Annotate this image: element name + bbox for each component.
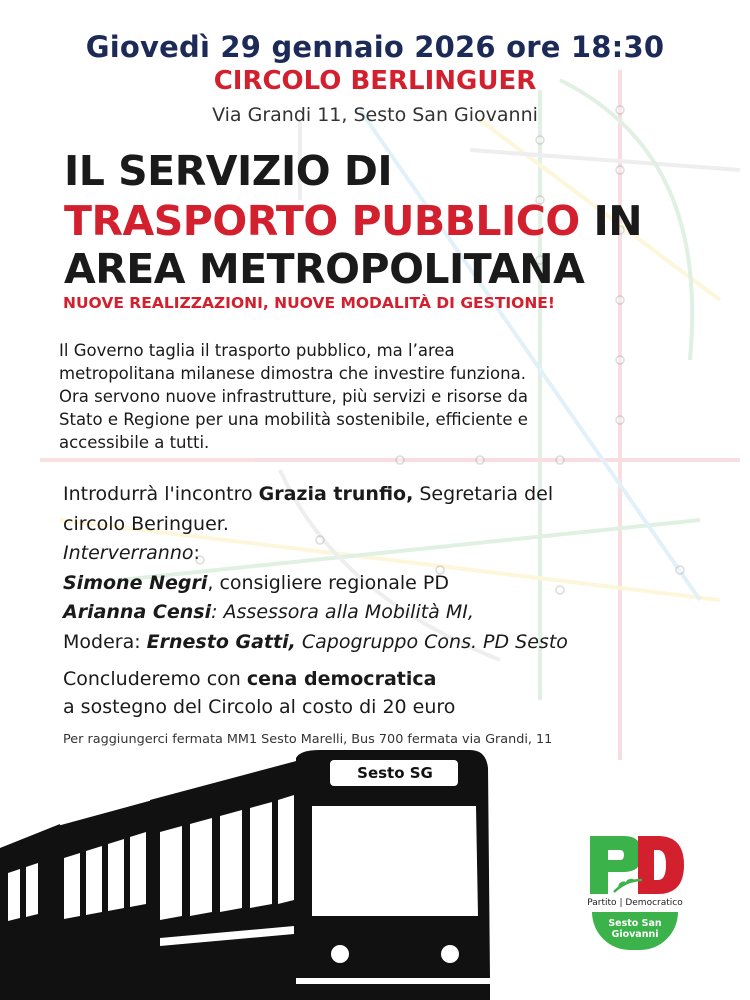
event-date-time: Giovedì 29 gennaio 2026 ore 18:30 xyxy=(85,30,665,64)
moderator xyxy=(63,628,743,658)
dinner-line-1 xyxy=(63,665,455,693)
speaker-2-role: : Assessora alla Mobilità MI, xyxy=(211,601,474,623)
intro-line: metropolitana milanese dimostra che investire funziona. xyxy=(59,364,526,383)
venue-name: CIRCOLO BERLINGUER xyxy=(213,66,537,96)
title-line-2 xyxy=(64,198,642,244)
speakers-label-line xyxy=(63,539,743,569)
logo-word-2: Democratico xyxy=(625,898,683,908)
intro-paragraph xyxy=(59,339,729,454)
directions: Per raggiungerci fermata MM1 Sesto Marelli, Bus 700 fermata via Grandi, 11 xyxy=(63,732,553,747)
pd-logo-wordmark: Partito | Democratico xyxy=(587,898,683,908)
dinner-prefix: Concluderemo con xyxy=(63,668,247,690)
local-badge-line-1: Sesto San xyxy=(608,918,662,929)
title-line-3: AREA METROPOLITANA xyxy=(64,245,585,293)
subtitle: NUOVE REALIZZAZIONI, NUOVE MODALITÀ DI GESTIONE! xyxy=(63,294,555,312)
introducer-role: Segretaria del xyxy=(413,483,554,505)
intro-line: accessibile a tutti. xyxy=(59,433,210,452)
dinner-block xyxy=(63,665,455,721)
moderator-prefix: Modera: xyxy=(63,630,147,653)
speaker-1-role: , consigliere regionale PD xyxy=(207,571,449,594)
intro-line: Stato e Regione per una mobilità sostenibile, efficiente e xyxy=(59,410,528,429)
local-badge-line-2: Giovanni xyxy=(611,929,659,940)
program-intro-prefix: Introdurrà l'incontro xyxy=(63,483,259,505)
venue-address: Via Grandi 11, Sesto San Giovanni xyxy=(212,104,538,126)
intro-line: Ora servono nuove infrastrutture, più servizi e risorse da xyxy=(59,387,528,406)
program-intro-line-2: circolo Beringuer. xyxy=(63,512,229,535)
dinner-line-2: a sostegno del Circolo al costo di 20 euro xyxy=(63,696,456,718)
title-highlight: TRASPORTO PUBBLICO xyxy=(64,197,580,245)
speaker-2 xyxy=(63,598,743,628)
speakers-colon: : xyxy=(193,542,200,564)
pd-logo-icon xyxy=(586,834,686,896)
introducer-name: Grazia trunfio, xyxy=(258,483,414,505)
title-line-1: IL SERVIZIO DI xyxy=(64,147,393,195)
dinner-highlight: cena democratica xyxy=(246,668,437,690)
title-line-2-end: IN xyxy=(579,197,643,245)
program-block xyxy=(63,480,743,657)
logo-word-1: Partito xyxy=(587,898,617,908)
intro-line: Il Governo taglia il trasporto pubblico, ma l’area xyxy=(59,341,455,360)
program-intro-line xyxy=(63,480,743,510)
moderator-name: Ernesto Gatti, xyxy=(146,630,296,653)
speaker-1 xyxy=(63,569,743,599)
speaker-1-name: Simone Negri xyxy=(63,571,208,594)
speaker-2-name: Arianna Censi xyxy=(63,601,212,623)
moderator-role: Capogruppo Cons. PD Sesto xyxy=(295,630,568,653)
speakers-label: Interverranno xyxy=(63,542,194,564)
train-destination-sign: Sesto SG xyxy=(357,764,433,782)
train-illustration xyxy=(0,748,500,1000)
